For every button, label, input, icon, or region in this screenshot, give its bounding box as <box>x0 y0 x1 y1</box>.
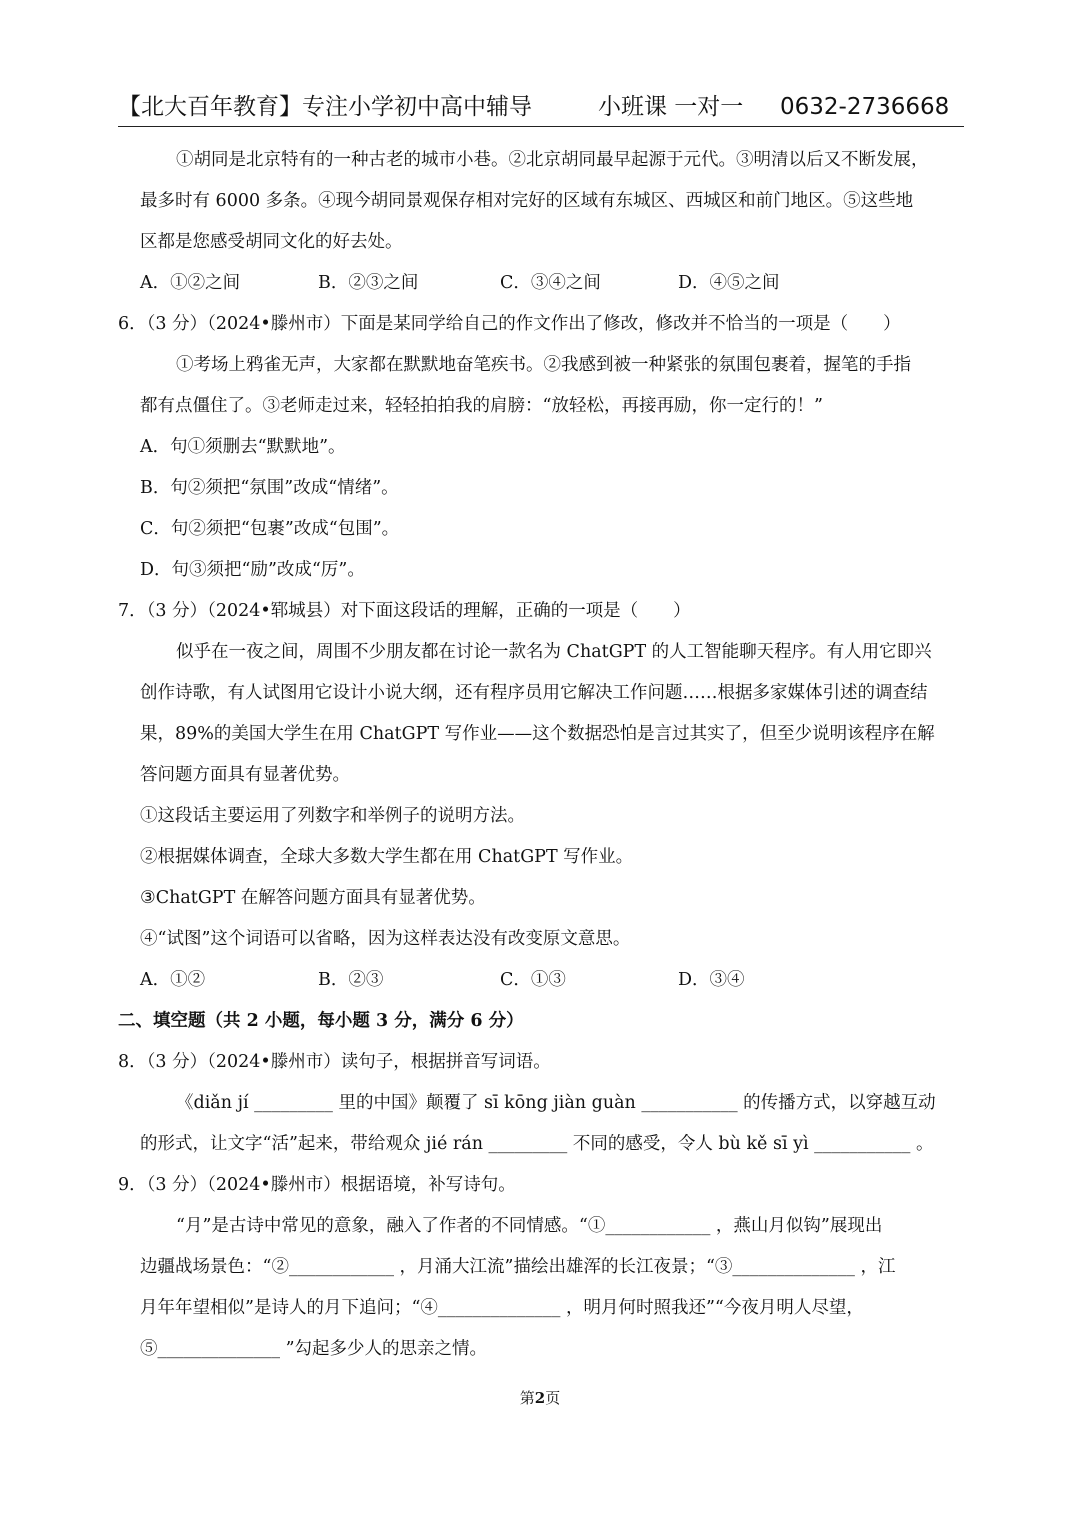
q8-stem: 8．（3 分）（2024•滕州市）读句子，根据拼音写词语。 <box>118 1052 551 1072</box>
header-brand: 【北大百年教育】专注小学初中高中辅导 <box>118 94 532 120</box>
header-classes: 小班课 一对一 <box>598 94 744 120</box>
q8-passage-line: 的形式，让文字“活”起来，带给观众 jié rán _________ 不同的感受，令人 bù kě sī yì ___________ 。 <box>140 1134 934 1154</box>
q5-options <box>118 263 964 304</box>
q7-option-c[interactable]: C．①③ <box>500 970 566 990</box>
header-phone: 0632-2736668 <box>780 94 950 120</box>
exam-content <box>118 140 964 1370</box>
q5-option-c[interactable]: C．③④之间 <box>500 273 601 293</box>
page-number: 2 <box>534 1389 546 1407</box>
q5-option-d[interactable]: D．④⑤之间 <box>678 273 780 293</box>
q6-option-d[interactable]: D．句③须把“励”改成“厉”。 <box>140 560 365 580</box>
footer-suffix: 页 <box>545 1389 561 1407</box>
q7-option-a[interactable]: A．①② <box>140 970 206 990</box>
footer-prefix: 第 <box>519 1389 535 1407</box>
q9-passage-line: 月年年望相似”是诗人的月下追问；“④______________ ，明月何时照我还”“今夜月明人尽望， <box>140 1298 864 1318</box>
q6-option-a[interactable]: A．句①须删去“默默地”。 <box>140 437 346 457</box>
q7-statement-2: ②根据媒体调查，全球大多数大学生都在用 ChatGPT 写作业。 <box>140 847 634 867</box>
q7-statement-4: ④“试图”这个词语可以省略，因为这样表达没有改变原文意思。 <box>140 929 631 949</box>
q7-passage-line: 创作诗歌，有人试图用它设计小说大纲，还有程序员用它解决工作问题……根据多家媒体引述的调查结 <box>140 683 928 703</box>
q7-statement-3: ③ChatGPT 在解答问题方面具有显著优势。 <box>140 888 486 908</box>
page-header <box>118 88 964 127</box>
q9-stem: 9．（3 分）（2024•滕州市）根据语境，补写诗句。 <box>118 1175 516 1195</box>
q5-passage-line: ①胡同是北京特有的一种古老的城市小巷。②北京胡同最早起源于元代。③明清以后又不断发展， <box>176 150 929 170</box>
q7-option-d[interactable]: D．③④ <box>678 970 745 990</box>
q7-passage-line: 果，89%的美国大学生在用 ChatGPT 写作业——这个数据恐怕是言过其实了，但至少说明该程序在解 <box>140 724 935 744</box>
q5-option-a[interactable]: A．①②之间 <box>140 273 241 293</box>
q7-passage-line: 答问题方面具有显著优势。 <box>140 765 350 785</box>
q6-passage-line: 都有点僵住了。③老师走过来，轻轻拍拍我的肩膀：“放轻松，再接再励，你一定行的！” <box>140 396 823 416</box>
q7-stem: 7．（3 分）（2024•郓城县）对下面这段话的理解，正确的一项是（ ） <box>118 601 691 621</box>
q9-passage-line: 边疆战场景色：“②____________ ，月涌大江流”描绘出雄浑的长江夜景；“③______________ ，江 <box>140 1257 896 1277</box>
q9-passage-line: ⑤______________ ”勾起多少人的思亲之情。 <box>140 1339 488 1359</box>
q7-options <box>118 960 964 1001</box>
q6-option-b[interactable]: B．句②须把“氛围”改成“情绪”。 <box>140 478 399 498</box>
q5-passage-line: 最多时有 6000 多条。④现今胡同景观保存相对完好的区域有东城区、西城区和前门地区。⑤这些地 <box>140 191 914 211</box>
q6-passage-line: ①考场上鸦雀无声，大家都在默默地奋笔疾书。②我感到被一种紧张的氛围包裹着，握笔的手指 <box>176 355 911 375</box>
q5-passage-line: 区都是您感受胡同文化的好去处。 <box>140 232 403 252</box>
section-title: 二、填空题（共 2 小题，每小题 3 分，满分 6 分） <box>118 1011 524 1031</box>
q5-option-b[interactable]: B．②③之间 <box>318 273 419 293</box>
page-footer <box>0 1387 1080 1408</box>
q6-stem: 6．（3 分）（2024•滕州市）下面是某同学给自己的作文作出了修改，修改并不恰当的一项是（ ） <box>118 314 901 334</box>
q9-passage-line: “月”是古诗中常见的意象，融入了作者的不同情感。“①____________ ，燕山月似钩”展现出 <box>176 1216 883 1236</box>
q7-statement-1: ①这段话主要运用了列数字和举例子的说明方法。 <box>140 806 525 826</box>
q7-option-b[interactable]: B．②③ <box>318 970 384 990</box>
q7-passage-line: 似乎在一夜之间，周围不少朋友都在讨论一款名为 ChatGPT 的人工智能聊天程序。有人用它即兴 <box>176 642 932 662</box>
q6-option-c[interactable]: C．句②须把“包裹”改成“包围”。 <box>140 519 400 539</box>
q8-passage-line: 《diǎn jí _________ 里的中国》颠覆了 sī kōng jiàn guàn ___________ 的传播方式，以穿越互动 <box>176 1093 936 1113</box>
